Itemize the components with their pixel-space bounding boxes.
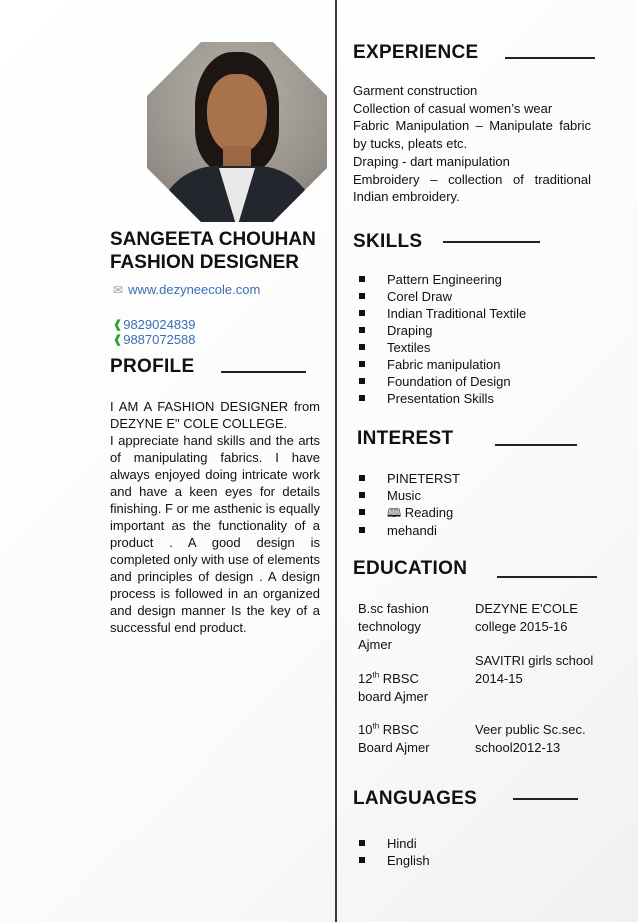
person-name: SANGEETA CHOUHAN — [110, 229, 316, 250]
profile-photo — [147, 42, 327, 222]
list-item: Music — [355, 487, 460, 504]
list-item: Fabric manipulation — [355, 356, 526, 373]
website-link[interactable]: www.dezyneecole.com — [128, 282, 261, 297]
education-degree-2: 12th RBSC board Ajmer — [358, 670, 429, 704]
skills-heading: SKILLS — [353, 231, 423, 252]
list-item: Corel Draw — [355, 288, 526, 305]
list-item: 🕮 Reading — [355, 504, 460, 522]
experience-line: Embroidery – collection of traditional Indian embroidery. — [353, 171, 591, 205]
education-school-3: Veer public Sc.sec. school2012-13 — [475, 722, 586, 755]
phone-number-2: 9887072588 — [123, 332, 196, 347]
experience-line: Fabric Manipulation – Manipulate fabric by tucks, pleats etc. — [353, 118, 591, 152]
education-degree-3: 10th RBSC Board Ajmer — [358, 721, 430, 755]
list-item: English — [355, 852, 430, 869]
book-icon: 🕮 — [387, 506, 402, 520]
languages-list — [355, 835, 430, 869]
profile-rule — [221, 371, 306, 373]
phone-contact-2 — [113, 332, 196, 347]
skills-rule — [443, 241, 540, 243]
mail-icon: ✉ — [113, 282, 124, 297]
experience-rule — [505, 57, 595, 59]
interest-heading: INTEREST — [357, 428, 454, 449]
experience-line: Collection of casual women’s wear — [353, 100, 553, 116]
profile-paragraph-2: I appreciate hand skills and the arts of manipulating fabrics. I have always enjoyed doing intricate work and have a keen eyes for details finishing. F or me asthenic is equally important as the functionality of a product . A good design is completed only with use of elements and principles of design . A design process is followed in an organized and design manner Is the key of a successful end product. — [110, 433, 320, 635]
person-title: FASHION DESIGNER — [110, 252, 299, 273]
list-item: Foundation of Design — [355, 373, 526, 390]
education-degree-1: B.sc fashion technology Ajmer — [358, 601, 429, 652]
list-item: Presentation Skills — [355, 390, 526, 407]
phone-icon: ❰ — [113, 318, 123, 331]
list-item: Indian Traditional Textile — [355, 305, 526, 322]
education-rule — [497, 576, 597, 578]
experience-line: Draping - dart manipulation — [353, 153, 510, 169]
list-item: Textiles — [355, 339, 526, 356]
column-divider — [335, 0, 337, 922]
list-item: Hindi — [355, 835, 430, 852]
experience-line: Garment construction — [353, 83, 478, 98]
education-heading: EDUCATION — [353, 558, 468, 579]
languages-heading: LANGUAGES — [353, 788, 478, 809]
list-item: PINETERST — [355, 470, 460, 487]
education-school-1: DEZYNE E'COLE college 2015-16 — [475, 601, 578, 634]
languages-rule — [513, 798, 578, 800]
list-item: mehandi — [355, 522, 460, 539]
skills-list — [355, 271, 526, 407]
experience-heading: EXPERIENCE — [353, 42, 479, 63]
education-school-2: SAVITRI girls school 2014-15 — [475, 653, 594, 686]
experience-text — [353, 82, 591, 206]
phone-number-1: 9829024839 — [123, 317, 196, 332]
interest-list — [355, 470, 460, 539]
website-contact[interactable] — [113, 282, 260, 297]
list-item: Draping — [355, 322, 526, 339]
phone-icon: ❰ — [113, 333, 123, 346]
profile-text — [110, 398, 320, 636]
list-item: Pattern Engineering — [355, 271, 526, 288]
profile-heading: PROFILE — [110, 356, 195, 377]
profile-paragraph-1: I AM A FASHION DESIGNER from DEZYNE E" COLE COLLEGE. — [110, 399, 320, 431]
interest-rule — [495, 444, 577, 446]
phone-contact-1 — [113, 317, 196, 332]
